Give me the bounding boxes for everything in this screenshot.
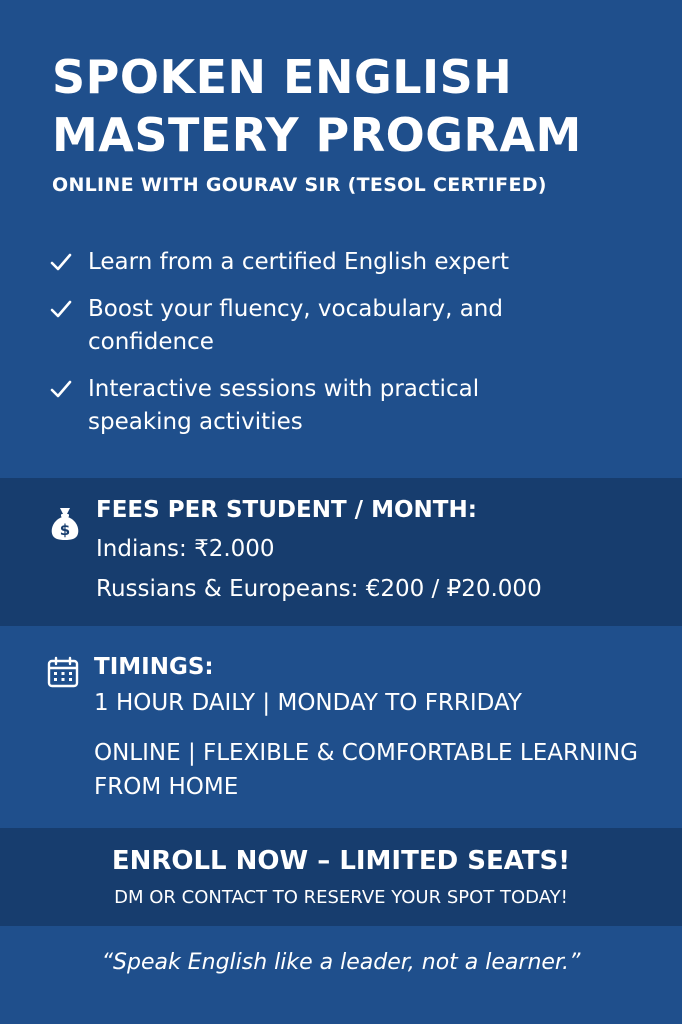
timings-mode: ONLINE | FLEXIBLE & COMFORTABLE LEARNING FROM HOME (94, 740, 638, 800)
timings-schedule: 1 HOUR DAILY | MONDAY TO FRRIDAY (94, 690, 522, 716)
fees-others: Russians & Europeans: €200 / ₽20.000 (96, 576, 542, 602)
feature-text: Learn from a certified English expert (88, 249, 509, 275)
enroll-title: ENROLL NOW – LIMITED SEATS! (111, 846, 571, 876)
feature-item (50, 246, 650, 279)
title-line-2: MASTERY PROGRAM (52, 108, 582, 162)
money-bag-icon (48, 505, 82, 541)
svg-text:$: $ (59, 521, 71, 539)
feature-item (50, 293, 650, 359)
timings-title: TIMINGS: (94, 654, 214, 680)
check-icon (50, 379, 72, 399)
fees-title: FEES PER STUDENT / MONTH: (96, 497, 477, 523)
enroll-band (0, 828, 682, 926)
subtitle: ONLINE WITH GOURAV SIR (TESOL CERTIFED) (52, 174, 547, 196)
check-icon (50, 299, 72, 319)
check-icon (50, 252, 72, 272)
calendar-icon (46, 656, 80, 688)
header (52, 48, 652, 196)
quote: “Speak English like a leader, not a learner.” (101, 950, 581, 975)
feature-text: Interactive sessions with practical speaking activities (88, 376, 480, 435)
fees-indians: Indians: ₹2.000 (96, 536, 275, 562)
feature-text: Boost your fluency, vocabulary, and confidence (88, 296, 503, 355)
feature-item (50, 373, 650, 439)
title-line-1: SPOKEN ENGLISH (52, 50, 513, 104)
enroll-subtitle: DM OR CONTACT TO RESERVE YOUR SPOT TODAY! (114, 887, 568, 908)
feature-list (50, 246, 650, 453)
